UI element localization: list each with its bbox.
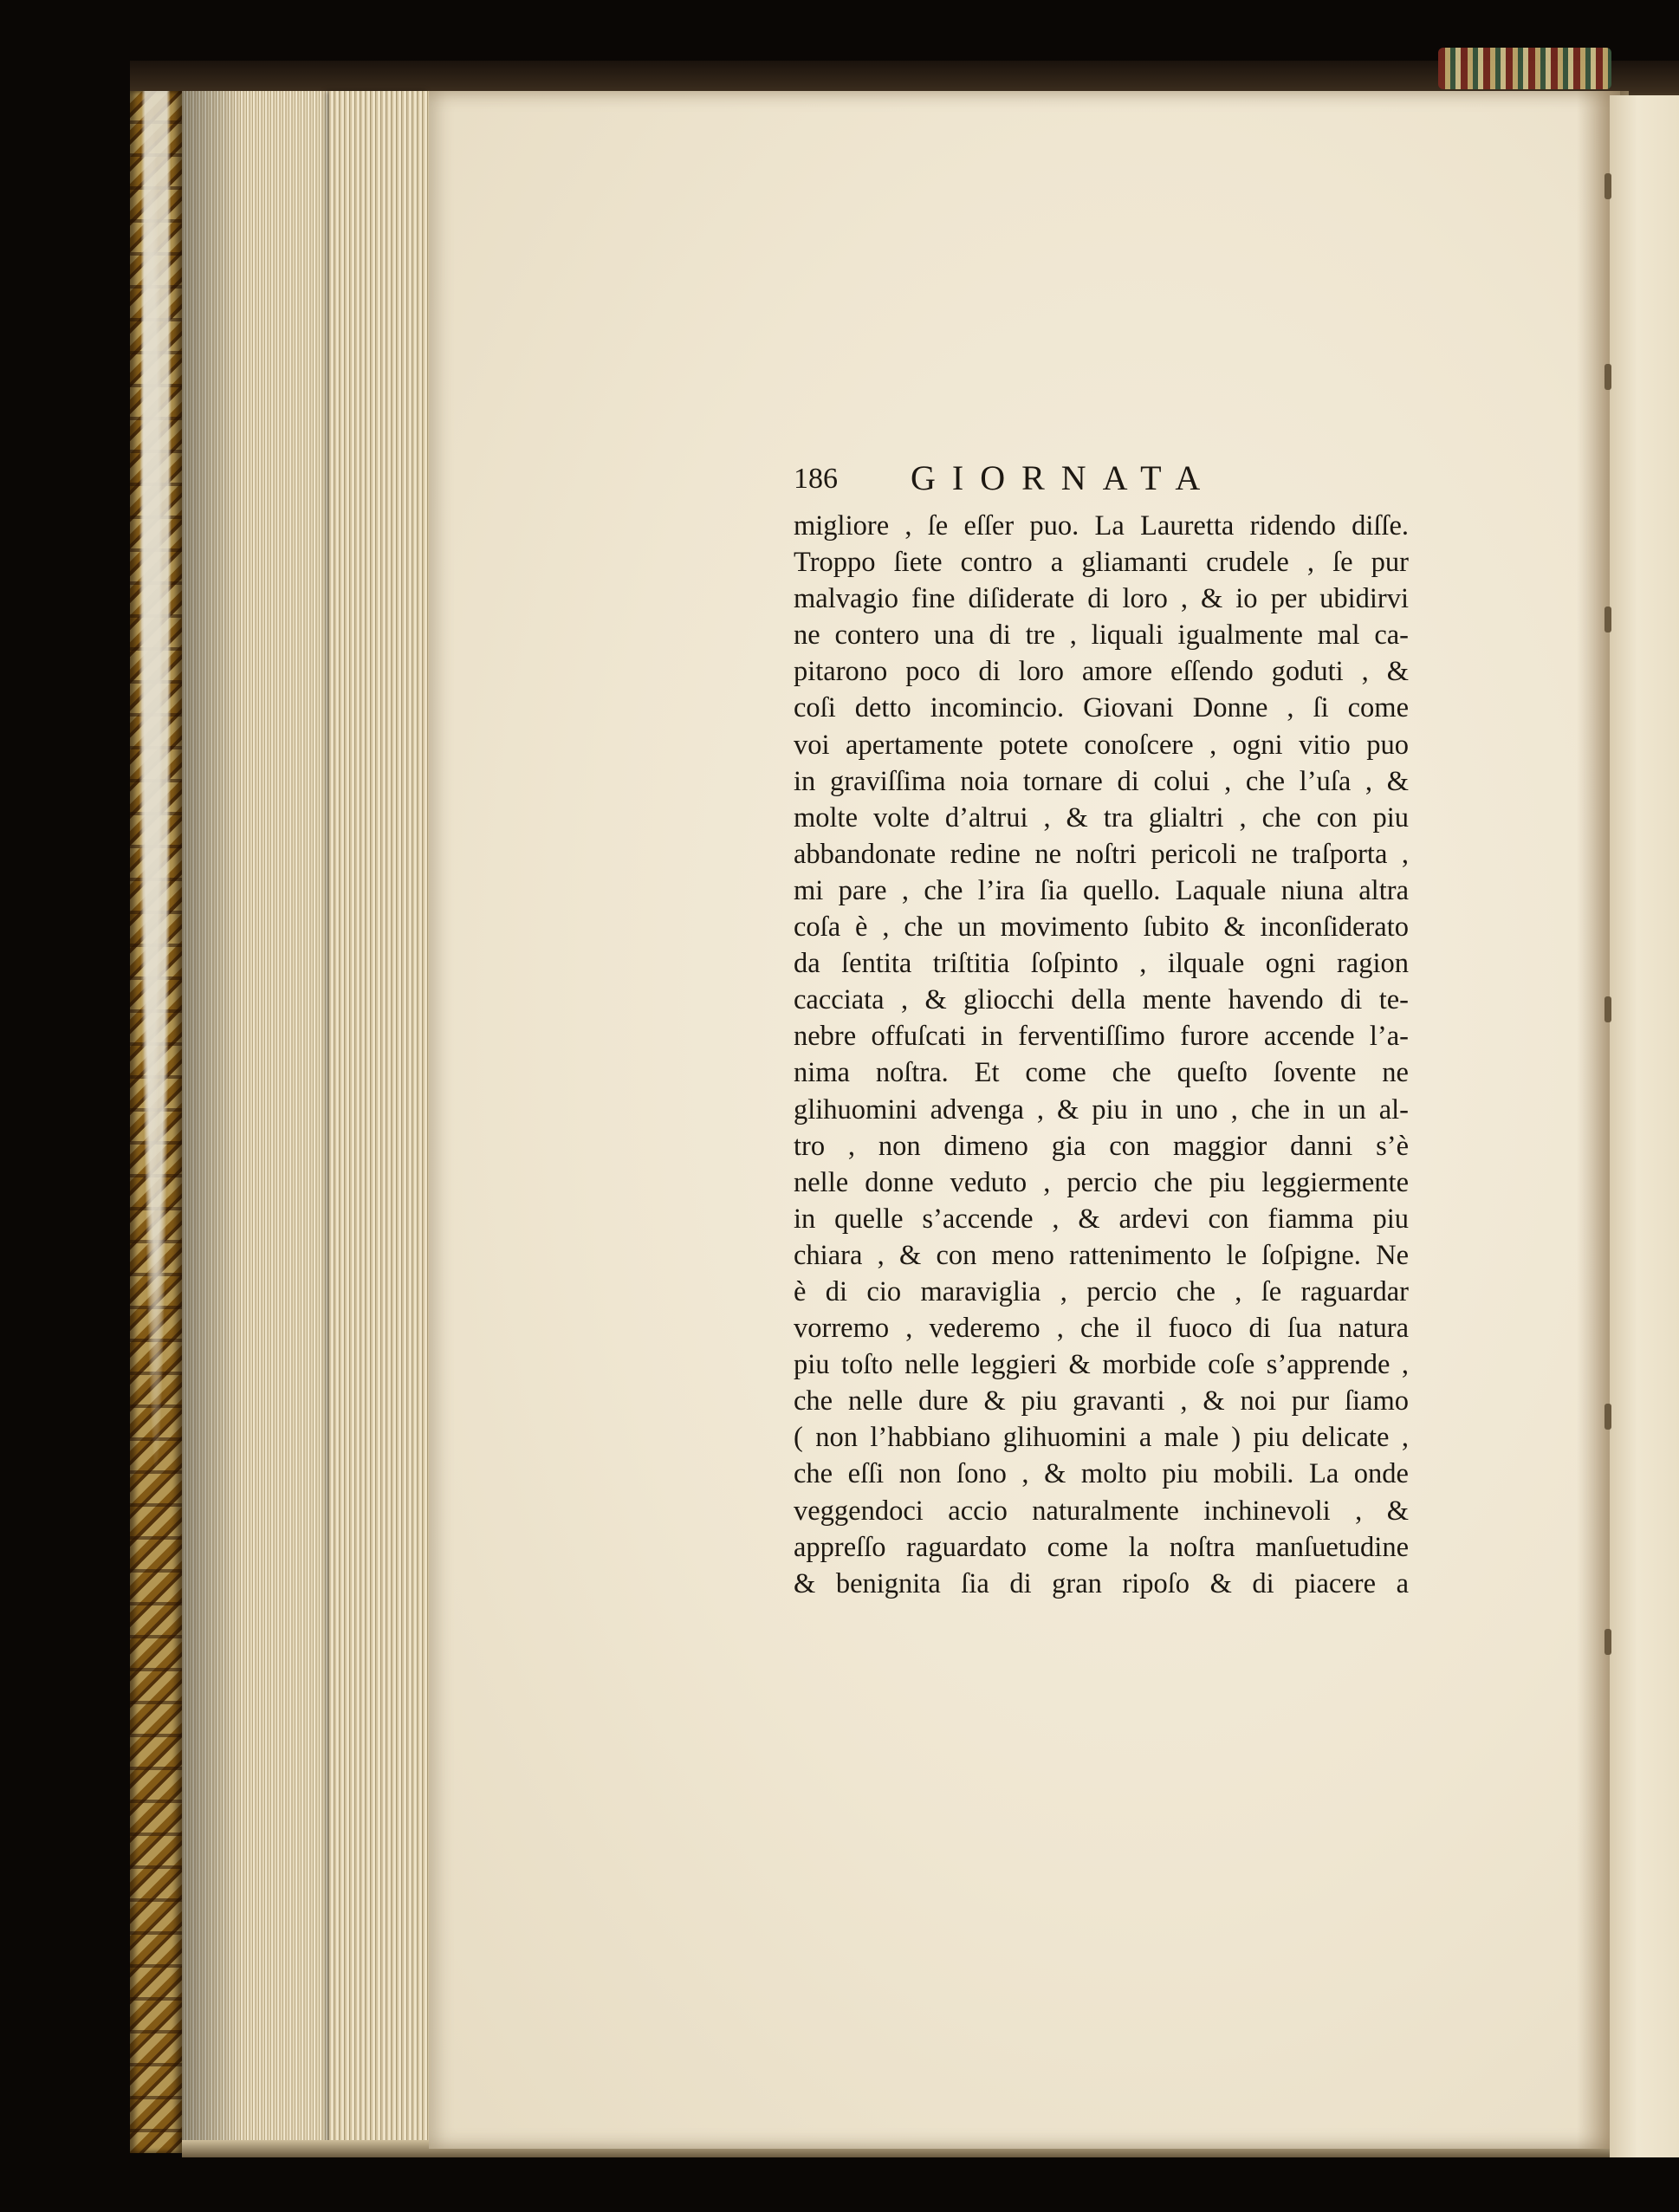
text-line: glihuomini advenga , & piu in uno , che in un al- (794, 1093, 1409, 1125)
stitch-mark (1604, 1404, 1611, 1430)
stitch-mark (1604, 607, 1611, 632)
text-line: mi pare , che l’ira ſia quello. Laquale niuna altra (794, 874, 1409, 906)
text-line: abbandonate redine ne noſtri pericoli ne traſporta , (794, 838, 1409, 870)
text-line: chiara , & con meno rattenimento le ſoſpigne. Ne (794, 1239, 1409, 1271)
stitch-mark (1604, 1629, 1611, 1655)
text-line: in graviſſima noia tornare di colui , che l’uſa , & (794, 765, 1409, 797)
text-line: appreſſo raguardato come la noſtra manſuetudine (794, 1531, 1409, 1563)
text-line: coſi detto incomincio. Giovani Donne , ſi come (794, 692, 1409, 724)
text-line: vorremo , vederemo , che il fuoco di ſua natura (794, 1313, 1409, 1345)
running-title: GIORNATA (911, 458, 1217, 497)
text-line: pitarono poco di loro amore eſſendo goduti , & (794, 656, 1409, 688)
text-line: coſa è , che un movimento ſubito & inconſiderato (794, 911, 1409, 944)
text-line: nebre offuſcati in ferventiſſimo furore accende l’a- (794, 1021, 1409, 1053)
right-page-sliver (1610, 95, 1679, 2157)
text-line: molte volte d’altrui , & tra glialtri , che con piu (794, 801, 1409, 834)
text-line: tro , non dimeno gia con maggior danni s’è (794, 1130, 1409, 1162)
text-line: veggendoci accio naturalmente inchinevoli , & (794, 1495, 1409, 1527)
text-line: da ſentita triſtitia ſoſpinto , ilquale ogni ragion (794, 948, 1409, 980)
text-line: & benignita ſia di gran ripoſo & di piacere a (794, 1567, 1409, 1599)
text-line: in quelle s’accende , & ardevi con fiamma piu (794, 1203, 1409, 1235)
text-line: che nelle dure & piu gravanti , & noi pur ſiamo (794, 1385, 1409, 1417)
stitch-mark (1604, 996, 1611, 1022)
page-edges-inner (329, 91, 429, 2149)
text-line: migliore , ſe eſſer puo. La Lauretta ridendo diſſe. (794, 510, 1409, 542)
text-line: è di cio maraviglia , percio che , ſe raguardar (794, 1275, 1409, 1307)
text-line: nelle donne veduto , percio che piu leggiermente (794, 1166, 1409, 1198)
headband (1438, 48, 1611, 89)
text-line: ( non l’habbiano glihuomini a male ) piu delicate , (794, 1422, 1409, 1454)
text-block (794, 457, 1409, 1602)
running-header (794, 457, 1409, 508)
stitch-mark (1604, 364, 1611, 390)
stitch-mark (1604, 173, 1611, 199)
page-number: 186 (794, 463, 838, 495)
text-line: malvagio fine diſiderate di loro , & io per ubidirvi (794, 583, 1409, 615)
text-line: piu toſto nelle leggieri & morbide coſe s’apprende , (794, 1349, 1409, 1381)
text-line: cacciata , & gliocchi della mente havendo di te- (794, 984, 1409, 1016)
text-line: ne contero una di tre , liquali igualmente mal ca- (794, 619, 1409, 652)
text-line: che eſſi non ſono , & molto piu mobili. La onde (794, 1458, 1409, 1490)
text-line: Troppo ſiete contro a gliamanti crudele , ſe pur (794, 547, 1409, 579)
text-line: voi apertamente potete conoſcere , ogni vitio puo (794, 729, 1409, 761)
text-line: nima noſtra. Et come che queſto ſovente ne (794, 1057, 1409, 1089)
gilt-wear-marks (130, 91, 182, 2153)
body-text (794, 508, 1409, 1602)
